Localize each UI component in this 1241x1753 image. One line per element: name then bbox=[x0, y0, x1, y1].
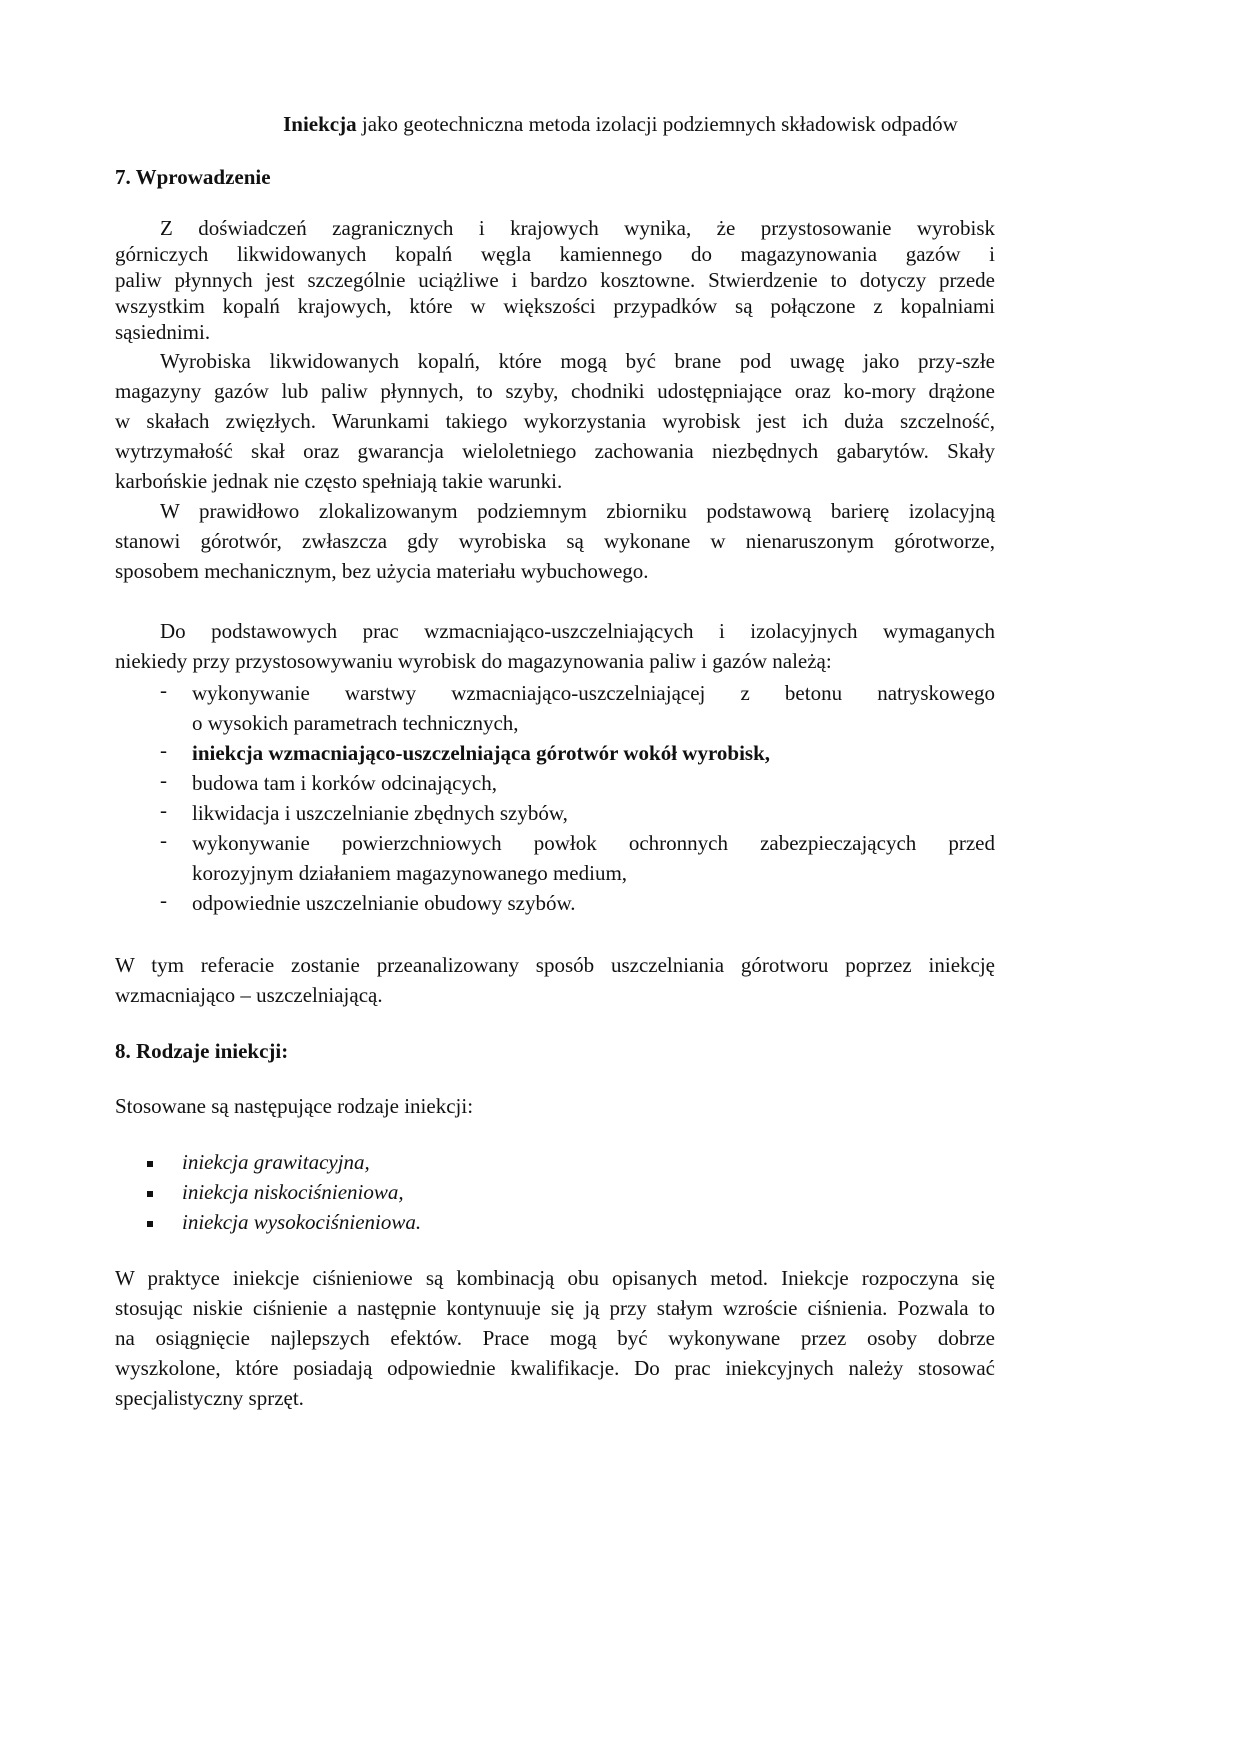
text-line: Z doświadczeń zagranicznych i krajowych wynika, że przystosowanie wyrobisk bbox=[160, 216, 995, 240]
text-line: wytrzymałość skał oraz gwarancja wieloletniego zachowania niezbędnych gabarytów. Skały bbox=[115, 439, 995, 463]
section-8-heading: 8. Rodzaje iniekcji: bbox=[115, 1039, 289, 1063]
text-line: wykonywanie powierzchniowych powłok ochronnych zabezpieczających przed bbox=[192, 831, 995, 855]
text-line: w skałach zwięzłych. Warunkami takiego wykorzystania wyrobisk jest ich duża szczelność, bbox=[115, 409, 995, 433]
text-line: sąsiednimi. bbox=[115, 320, 211, 344]
text-line: magazyny gazów lub paliw płynnych, to szyby, chodniki udostępniające oraz ko-mory drążone bbox=[115, 379, 995, 403]
title-bold: Iniekcja bbox=[283, 112, 357, 136]
paragraph-6 bbox=[115, 1263, 995, 1413]
text-line: górniczych likwidowanych kopalń węgla kamiennego do magazynowania gazów i bbox=[115, 242, 995, 266]
text-line: paliw płynnych jest szczególnie uciążliwe i bardzo kosztowne. Stwierdzenie to dotyczy przede bbox=[115, 268, 995, 292]
text-line: Wyrobiska likwidowanych kopalń, które mogą być brane pod uwagę jako przy-szłe bbox=[160, 349, 995, 373]
list-item bbox=[115, 798, 995, 828]
list-item bbox=[115, 768, 995, 798]
text-line: wykonywanie warstwy wzmacniająco-uszczelniającej z betonu natryskowego bbox=[192, 681, 995, 705]
list-item bbox=[115, 888, 995, 918]
text-line: wyszkolone, które posiadają odpowiednie kwalifikacje. Do prac iniekcyjnych należy stosować bbox=[115, 1356, 995, 1380]
paragraph-3 bbox=[115, 496, 995, 586]
dash-marker: - bbox=[160, 768, 167, 792]
text-line: na osiągnięcie najlepszych efektów. Prace mogą być wykonywane przez osoby dobrze bbox=[115, 1326, 995, 1350]
square-bullet-icon bbox=[147, 1221, 153, 1227]
text-line: stosując niskie ciśnienie a następnie kontynuuje się ją przy stałym wzroście ciśnienia. Pozwala to bbox=[115, 1296, 995, 1320]
title-rest: jako geotechniczna metoda izolacji podziemnych składowisk odpadów bbox=[356, 112, 958, 136]
square-bullet-icon bbox=[147, 1191, 153, 1197]
list-item bbox=[115, 678, 995, 738]
square-bullet-icon bbox=[147, 1161, 153, 1167]
text-line: wzmacniająco – uszczelniającą. bbox=[115, 983, 383, 1007]
paragraph-4 bbox=[115, 616, 995, 676]
bullet-text: iniekcja grawitacyjna, bbox=[182, 1150, 370, 1174]
dash-marker: - bbox=[160, 798, 167, 822]
text-line: odpowiednie uszczelnianie obudowy szybów. bbox=[192, 891, 576, 915]
paragraph-5 bbox=[115, 950, 995, 1010]
dash-marker: - bbox=[160, 888, 167, 912]
dash-list bbox=[115, 678, 995, 918]
dash-marker: - bbox=[160, 738, 167, 762]
text-line: W prawidłowo zlokalizowanym podziemnym zbiorniku podstawową barierę izolacyjną bbox=[160, 499, 995, 523]
text-line: stanowi górotwór, zwłaszcza gdy wyrobiska są wykonane w nienaruszonym górotworze, bbox=[115, 529, 995, 553]
text-line: W praktyce iniekcje ciśnieniowe są kombinacją obu opisanych metod. Iniekcje rozpoczyna się bbox=[115, 1266, 995, 1290]
text-line: specjalistyczny sprzęt. bbox=[115, 1386, 304, 1410]
dash-marker: - bbox=[160, 678, 167, 702]
text-line: likwidacja i uszczelnianie zbędnych szybów, bbox=[192, 801, 568, 825]
text-line: karbońskie jednak nie często spełniają takie warunki. bbox=[115, 469, 563, 493]
text-line: niekiedy przy przystosowywaniu wyrobisk do magazynowania paliw i gazów należą: bbox=[115, 649, 832, 673]
text-line: wszystkim kopalń krajowych, które w większości przypadków są połączone z kopalniami bbox=[115, 294, 995, 318]
bullet-text: iniekcja niskociśnieniowa, bbox=[182, 1180, 404, 1204]
list-item bbox=[115, 738, 995, 768]
bullet-text: iniekcja wysokociśnieniowa. bbox=[182, 1210, 422, 1234]
section-7-heading: 7. Wprowadzenie bbox=[115, 165, 271, 189]
list-item bbox=[115, 828, 995, 888]
text-line: Do podstawowych prac wzmacniająco-uszczelniających i izolacyjnych wymaganych bbox=[160, 619, 995, 643]
dash-marker: - bbox=[160, 828, 167, 852]
paragraph-2 bbox=[115, 346, 995, 496]
text-line: korozyjnym działaniem magazynowanego medium, bbox=[192, 861, 628, 885]
paragraph-1 bbox=[115, 215, 995, 345]
text-line: budowa tam i korków odcinających, bbox=[192, 771, 497, 795]
text-line: sposobem mechanicznym, bez użycia materiału wybuchowego. bbox=[115, 559, 649, 583]
section-8-intro: Stosowane są następujące rodzaje iniekcji: bbox=[115, 1094, 474, 1118]
text-line: W tym referacie zostanie przeanalizowany sposób uszczelniania górotworu poprzez iniekcję bbox=[115, 953, 995, 977]
document-title bbox=[0, 112, 1241, 137]
text-line: o wysokich parametrach technicznych, bbox=[192, 711, 519, 735]
text-line: iniekcja wzmacniająco-uszczelniająca górotwór wokół wyrobisk, bbox=[192, 741, 771, 765]
